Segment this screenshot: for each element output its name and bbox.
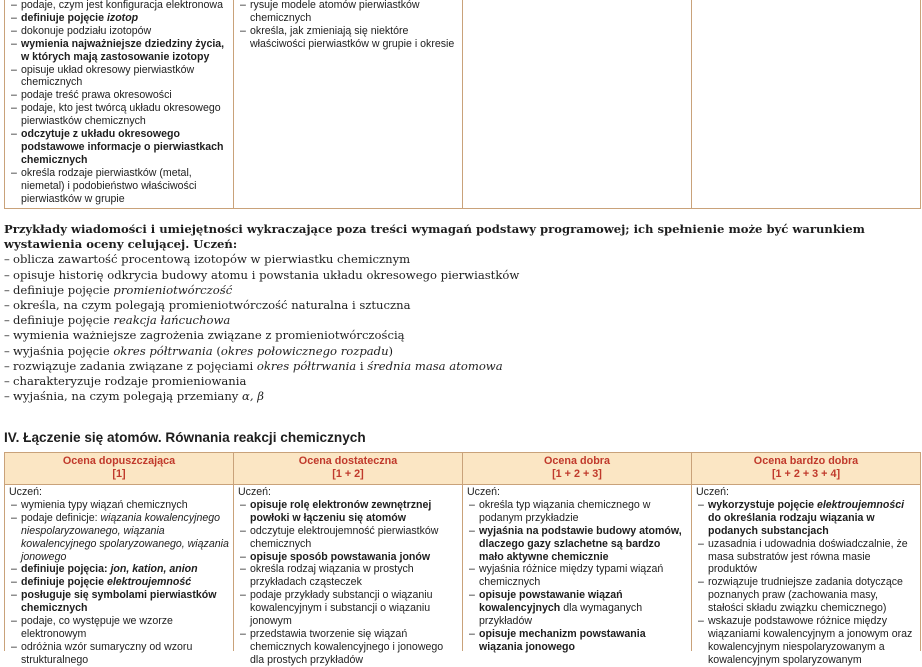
list-item — [467, 499, 687, 525]
top-table-col-dostateczna — [238, 0, 458, 51]
list-item-text: elektroujemności — [816, 498, 905, 511]
list-item — [238, 551, 458, 564]
list-item — [4, 298, 920, 313]
student-label: Uczeń: — [467, 486, 500, 498]
list-item-text: określa typ wiązania chemicznego w podanym przykładzie — [479, 498, 651, 524]
list-item — [9, 12, 229, 25]
requirement-list — [238, 0, 458, 51]
list-item-text: dokonuje podziału izotopów — [21, 24, 152, 37]
list-item — [696, 576, 916, 615]
list-item-text: definiuje pojęcie — [13, 313, 114, 328]
grade-range: [1 + 2 + 3 + 4] — [771, 468, 841, 480]
list-item — [9, 615, 229, 641]
list-item-text: podaje, co występuje we wzorze elektronowym — [21, 615, 173, 640]
list-item — [9, 499, 229, 512]
list-item-text: jon, kation, anion — [110, 563, 198, 576]
list-item — [467, 525, 687, 564]
grade-range: [1 + 2 + 3] — [552, 468, 602, 480]
list-item — [4, 252, 920, 267]
list-item — [4, 374, 920, 389]
grade-header-bardzo-dobra — [691, 452, 921, 484]
grade-header-dostateczna — [233, 452, 463, 484]
list-item-text: oblicza zawartość procentową izotopów w pierwiastku chemicznym — [13, 252, 411, 267]
list-item-text: odczytuje z układu okresowego podstawowe informacje o pierwiastkach chemicznych — [21, 128, 224, 166]
list-item — [467, 628, 687, 654]
list-item-text: opisuje historię odkrycia budowy atomu i powstania układu okresowego pierwiastków — [13, 267, 520, 282]
grade-name: Ocena dobra — [544, 455, 610, 467]
list-item-text: uzasadnia i udowadnia doświadczalnie, że masa substratów jest równa masie produktów — [708, 537, 908, 576]
list-item — [238, 563, 458, 589]
list-item-text: rozwiązuje zadania związane z pojęciami — [13, 358, 257, 373]
list-item-text: ( — [212, 343, 221, 358]
top-table-divider-1 — [233, 0, 234, 208]
section-col-dopuszczajaca — [9, 486, 229, 667]
list-item-text: promieniotwórczość — [113, 282, 233, 297]
section-table-border-right — [920, 452, 921, 651]
list-item-text: wyjaśnia na podstawie budowy atomów, dlaczego gazy szlachetne są bardzo mało aktywne chemicznie — [479, 524, 682, 563]
list-item-text: wymienia ważniejsze zagrożenia związane z promieniotwórczością — [13, 328, 405, 343]
list-item — [238, 525, 458, 551]
list-item-text: określa rodzaj wiązania w prostych przykładach cząsteczek — [250, 563, 414, 589]
list-item-text: opisuje mechanizm powstawania wiązania jonowego — [479, 627, 646, 653]
list-item-text: opisuje układ okresowy pierwiastków chemicznych — [21, 63, 195, 89]
list-item-text: definiuje pojęcie — [21, 576, 107, 589]
list-item-text: podaje, kto jest twórcą układu okresowego pierwiastków chemicznych — [21, 102, 221, 128]
list-item-text: wymienia typy wiązań chemicznych — [21, 498, 188, 511]
list-item-text: definiuje pojęcie — [13, 282, 114, 297]
list-item — [4, 313, 920, 328]
top-table-border-right — [920, 0, 921, 208]
list-item-text: określa rodzaje pierwiastków (metal, niemetal) i podobieństwo właściwości pierwiastków w grupie — [21, 166, 197, 205]
list-item — [9, 576, 229, 589]
extra-list — [4, 252, 920, 404]
grade-name: Ocena dopuszczająca — [62, 455, 176, 467]
list-item — [238, 589, 458, 628]
list-item — [9, 589, 229, 615]
list-item — [9, 38, 229, 64]
list-item-text: do określania rodzaju wiązania w podanych substancjach — [708, 511, 875, 537]
section-table-divider-3 — [691, 452, 692, 651]
top-table-divider-3 — [691, 0, 692, 208]
grade-name: Ocena dostateczna — [298, 455, 398, 467]
top-table-border-left — [4, 0, 5, 208]
student-label: Uczeń: — [9, 486, 42, 498]
list-item — [9, 641, 229, 667]
requirement-list — [467, 499, 687, 654]
list-item-text: wyjaśnia pojęcie — [13, 343, 114, 358]
requirement-list — [9, 0, 229, 206]
list-item-text: rozwiązuje trudniejsze zadania dotyczące poznanych praw (zachowania masy, stałości składu związku chemicznego) — [708, 576, 903, 615]
list-item — [4, 359, 920, 374]
list-item — [4, 328, 920, 343]
top-table-divider-2 — [462, 0, 463, 208]
list-item-text: ) — [388, 343, 394, 358]
list-item-text: odczytuje elektroujemność pierwiastków chemicznych — [250, 524, 439, 550]
list-item — [9, 512, 229, 564]
student-label: Uczeń: — [696, 486, 729, 498]
list-item-text: podaje, czym jest konfiguracja elektronowa — [21, 0, 223, 11]
top-table-border-bottom — [4, 208, 921, 209]
list-item-text: opisuje sposób powstawania jonów — [250, 550, 431, 563]
list-item-text: średnia masa atomowa — [367, 358, 503, 373]
requirement-list — [238, 499, 458, 667]
grade-header-dopuszczajaca — [4, 452, 234, 484]
list-item-text: α, β — [242, 389, 264, 404]
list-item-text: charakteryzuje rodzaje promieniowania — [13, 374, 247, 389]
list-item — [238, 25, 458, 51]
list-item — [4, 283, 920, 298]
list-item-text: rysuje modele atomów pierwiastków chemicznych — [250, 0, 420, 24]
list-item-text: reakcja łańcuchowa — [113, 313, 231, 328]
requirement-list — [9, 499, 229, 667]
list-item — [4, 389, 920, 404]
student-label: Uczeń: — [238, 486, 271, 498]
list-item-text: okres połowicznego rozpadu — [220, 343, 389, 358]
grade-name: Ocena bardzo dobra — [753, 455, 859, 467]
grade-range: [1] — [112, 468, 126, 480]
list-item-text: i — [356, 358, 368, 373]
list-item — [238, 499, 458, 525]
list-item-text: elektroujemność — [106, 576, 192, 589]
section-table-divider-2 — [462, 452, 463, 651]
list-item — [9, 0, 229, 12]
list-item — [9, 89, 229, 102]
section-table-divider-1 — [233, 452, 234, 651]
list-item-text: definiuje pojęcie — [21, 11, 107, 24]
list-item — [9, 128, 229, 167]
section-col-dobra — [467, 486, 687, 654]
section-col-dostateczna — [238, 486, 458, 667]
list-item-text: opisuje powstawanie wiązań kowalencyjnych — [479, 589, 623, 615]
list-item — [4, 344, 920, 359]
list-item-text: wskazuje podstawowe różnice między wiązaniami kowalencyjnym a jonowym oraz kowalencyjnym niespolaryzowanym a kowalencyjnym spolaryzowanym — [708, 615, 913, 666]
list-item — [9, 102, 229, 128]
list-item-text: wyjaśnia, na czym polegają przemiany — [13, 389, 243, 404]
list-item — [9, 25, 229, 38]
grade-header-dobra — [462, 452, 692, 484]
list-item-text: odróżnia wzór sumaryczny od wzoru strukturalnego — [21, 640, 193, 666]
extra-heading: Przykłady wiadomości i umiejętności wykraczające poza treści wymagań podstawy programowej; ich spełnienie może być warunkiem wystawienia oceny celującej. Uczeń: — [4, 222, 865, 252]
list-item-text: podaje treść prawa okresowości — [21, 89, 172, 102]
list-item — [696, 615, 916, 667]
list-item — [9, 64, 229, 90]
list-item — [467, 563, 687, 589]
list-item — [238, 0, 458, 25]
section-table-border-left — [4, 452, 5, 651]
section-col-bardzo-dobra — [696, 486, 916, 667]
list-item-text: posługuje się symbolami pierwiastków chemicznych — [21, 589, 217, 615]
list-item-text: opisuje rolę elektronów zewnętrznej powłoki w łączeniu się atomów — [250, 498, 432, 524]
list-item-text: określa, jak zmieniają się niektóre właściwości pierwiastków w grupie i okresie — [250, 24, 455, 50]
section-title: IV. Łączenie się atomów. Równania reakcji chemicznych — [4, 430, 366, 445]
list-item — [9, 167, 229, 206]
list-item-text: wykorzystuje pojęcie — [708, 498, 817, 511]
list-item-text: izotop — [106, 11, 139, 24]
list-item-text: podaje przykłady substancji o wiązaniu kowalencyjnym i substancji o wiązaniu jonowym — [250, 589, 433, 628]
requirement-list — [696, 499, 916, 667]
list-item-text: podaje definicje: — [21, 511, 101, 524]
grade-range: [1 + 2] — [332, 468, 364, 480]
list-item-text: dla wymaganych przykładów — [479, 602, 643, 628]
list-item-text: definiuje pojęcia: — [21, 563, 111, 576]
list-item-text: określa, na czym polegają promieniotwórczość naturalna i sztuczna — [13, 298, 411, 313]
list-item-text: okres półtrwania — [256, 358, 357, 373]
list-item-text: okres półtrwania — [113, 343, 213, 358]
list-item-text: wiązania kowalencyjnego niespolaryzowanego, wiązania kowalencyjnego spolaryzowanego, wiązania jonowego — [21, 511, 229, 563]
list-item-text: wymienia najważniejsze dziedziny życia, w których mają zastosowanie izotopy — [21, 37, 225, 63]
extra-requirements-section — [4, 222, 920, 404]
list-item-text: przedstawia tworzenie się wiązań chemicznych kowalencyjnego i jonowego dla prostych przykładów — [250, 627, 444, 666]
list-item — [4, 268, 920, 283]
list-item — [9, 563, 229, 576]
list-item-text: wyjaśnia różnice między typami wiązań chemicznych — [479, 563, 664, 589]
list-item — [238, 628, 458, 667]
list-item — [467, 589, 687, 628]
top-table-col-dopuszczajaca — [9, 0, 229, 206]
list-item — [696, 499, 916, 538]
list-item — [696, 538, 916, 577]
